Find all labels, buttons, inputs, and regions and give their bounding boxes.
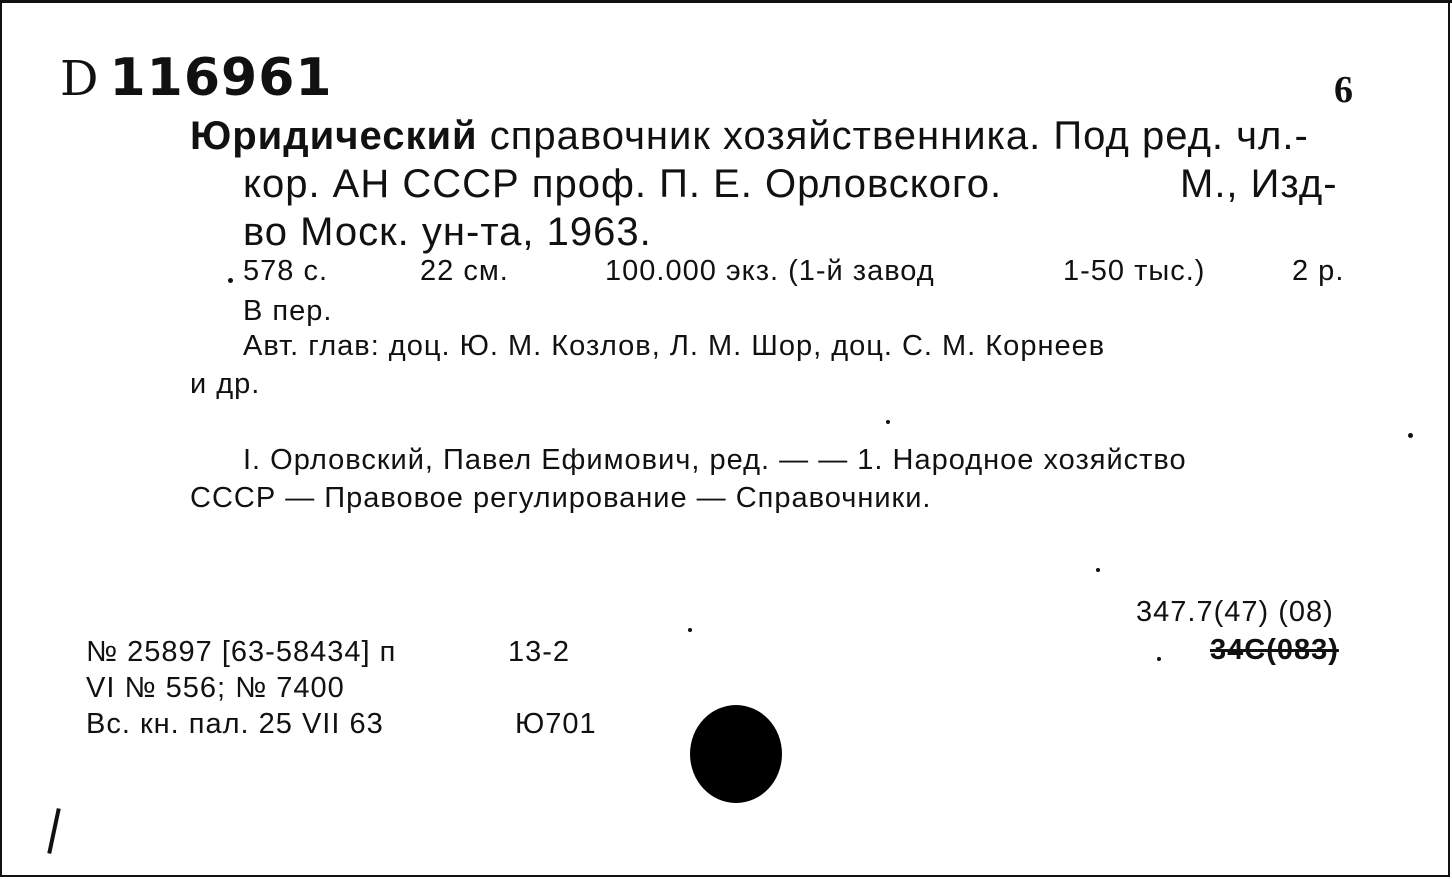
punch-hole: [690, 705, 782, 803]
card-number: 6: [1334, 69, 1353, 111]
chapter-authors-line-1: Авт. глав: доц. Ю. М. Козлов, Л. М. Шор, доц. С. М. Корнеев: [243, 330, 1106, 362]
ink-dot: [1408, 433, 1413, 438]
price: 2 р.: [1292, 255, 1345, 287]
title-line-2-publisher: М., Изд-: [1180, 162, 1338, 206]
ink-dot: [886, 420, 890, 424]
title-line-3: во Моск. ун-та, 1963.: [243, 210, 652, 254]
tracings-line-1: I. Орловский, Павел Ефимович, ред. — — 1. Народное хозяйство: [243, 444, 1187, 476]
ink-dot: [1157, 657, 1161, 661]
pages: 578 с.: [243, 255, 328, 287]
handwritten-prefix: D: [60, 51, 100, 107]
footer-line-2: VI № 556; № 7400: [86, 672, 345, 704]
footer-line-1-registry: № 25897 [63-58434] п: [86, 636, 397, 668]
title-heading-word: Юридический: [190, 114, 478, 158]
ink-dot: [228, 278, 233, 283]
size: 22 см.: [420, 255, 509, 287]
chapter-authors-line-2: и др.: [190, 368, 261, 400]
ink-dot: [1096, 568, 1100, 572]
title-line-2: кор. АН СССР проф. П. Е. Орловского.: [243, 162, 1003, 206]
classification-old-struck: 34С(083): [1210, 634, 1339, 666]
ink-dot: [688, 628, 692, 632]
classification-current: 347.7(47) (08): [1136, 596, 1334, 628]
handwritten-accession-number: [60, 48, 333, 108]
tracings-line-2: СССР — Правовое регулирование — Справочники.: [190, 482, 932, 514]
print-run: 100.000 экз. (1-й завод: [605, 255, 935, 287]
footer-line-3-chamber: Вс. кн. пал. 25 VII 63: [86, 708, 384, 740]
handwritten-number: 116961: [109, 48, 333, 108]
title-line-1: [190, 114, 1309, 159]
title-line-1-rest: справочник хозяйственника. Под ред. чл.-: [489, 114, 1309, 158]
print-run-range: 1-50 тыс.): [1063, 255, 1206, 287]
footer-line-1-code: 13-2: [508, 636, 571, 668]
footer-line-3-code: Ю701: [515, 708, 597, 740]
binding: В пер.: [243, 295, 333, 327]
